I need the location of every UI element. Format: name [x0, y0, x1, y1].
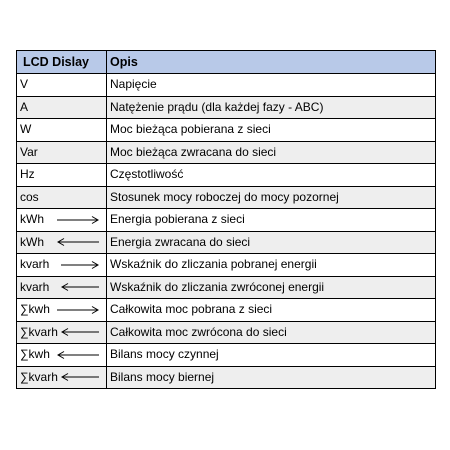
table-row — [17, 96, 436, 119]
left-arrow-icon — [57, 238, 99, 246]
description-cell: Całkowita moc zwrócona do sieci — [107, 321, 436, 344]
table-row — [17, 141, 436, 164]
description-cell: Moc bieżąca zwracana do sieci — [107, 141, 436, 164]
description-cell: Wskaźnik do zliczania zwróconej energii — [107, 276, 436, 299]
column-header-lcd-display: LCD Dislay — [17, 51, 107, 74]
left-arrow-icon — [61, 283, 99, 291]
table-header-row — [17, 51, 436, 74]
right-arrow-icon — [57, 216, 99, 224]
table-row — [17, 209, 436, 232]
description-cell: Energia zwracana do sieci — [107, 231, 436, 254]
lcd-symbol-cell — [17, 344, 107, 367]
table-row — [17, 276, 436, 299]
lcd-symbol: ∑kvarh — [20, 324, 58, 339]
table-row — [17, 321, 436, 344]
lcd-symbol: W — [20, 122, 32, 137]
lcd-symbol: Var — [20, 144, 38, 159]
lcd-symbol: V — [20, 77, 29, 92]
table-row — [17, 344, 436, 367]
right-arrow-icon — [61, 261, 99, 269]
table-row — [17, 366, 436, 389]
description-cell: Energia pobierana z sieci — [107, 209, 436, 232]
left-arrow-icon — [61, 328, 99, 336]
lcd-symbol-cell — [17, 321, 107, 344]
lcd-symbol: cos — [20, 189, 39, 204]
lcd-symbol-cell — [17, 96, 107, 119]
lcd-symbol: kvarh — [20, 279, 50, 294]
description-cell: Stosunek mocy roboczej do mocy pozornej — [107, 186, 436, 209]
lcd-symbol-cell — [17, 366, 107, 389]
lcd-symbol: Hz — [20, 167, 35, 182]
lcd-display-table — [16, 50, 436, 389]
description-cell: Bilans mocy czynnej — [107, 344, 436, 367]
lcd-symbol: kvarh — [20, 257, 50, 272]
description-cell: Natężenie prądu (dla każdej fazy - ABC) — [107, 96, 436, 119]
table-row — [17, 74, 436, 97]
lcd-symbol-cell — [17, 276, 107, 299]
table-row — [17, 254, 436, 277]
left-arrow-icon — [61, 373, 99, 381]
lcd-symbol: ∑kwh — [20, 302, 50, 317]
lcd-symbol: A — [20, 99, 29, 114]
lcd-symbol: ∑kvarh — [20, 369, 58, 384]
lcd-symbol-cell — [17, 254, 107, 277]
lcd-symbol-cell — [17, 231, 107, 254]
description-cell: Bilans mocy biernej — [107, 366, 436, 389]
column-header-opis: Opis — [107, 51, 436, 74]
lcd-symbol-cell — [17, 209, 107, 232]
description-cell: Moc bieżąca pobierana z sieci — [107, 119, 436, 142]
left-arrow-icon — [57, 351, 99, 359]
right-arrow-icon — [57, 306, 99, 314]
description-cell: Całkowita moc pobrana z sieci — [107, 299, 436, 322]
table-row — [17, 164, 436, 187]
description-cell: Wskaźnik do zliczania pobranej energii — [107, 254, 436, 277]
lcd-symbol: kWh — [20, 212, 44, 227]
table-row — [17, 119, 436, 142]
table-row — [17, 231, 436, 254]
lcd-symbol-cell — [17, 119, 107, 142]
lcd-symbol-cell — [17, 141, 107, 164]
table-row — [17, 186, 436, 209]
description-cell: Częstotliwość — [107, 164, 436, 187]
lcd-symbol-cell — [17, 74, 107, 97]
table-row — [17, 299, 436, 322]
lcd-symbol-cell — [17, 164, 107, 187]
description-cell: Napięcie — [107, 74, 436, 97]
lcd-symbol: ∑kwh — [20, 347, 50, 362]
lcd-symbol-cell — [17, 299, 107, 322]
lcd-symbol-cell — [17, 186, 107, 209]
lcd-symbol: kWh — [20, 234, 44, 249]
